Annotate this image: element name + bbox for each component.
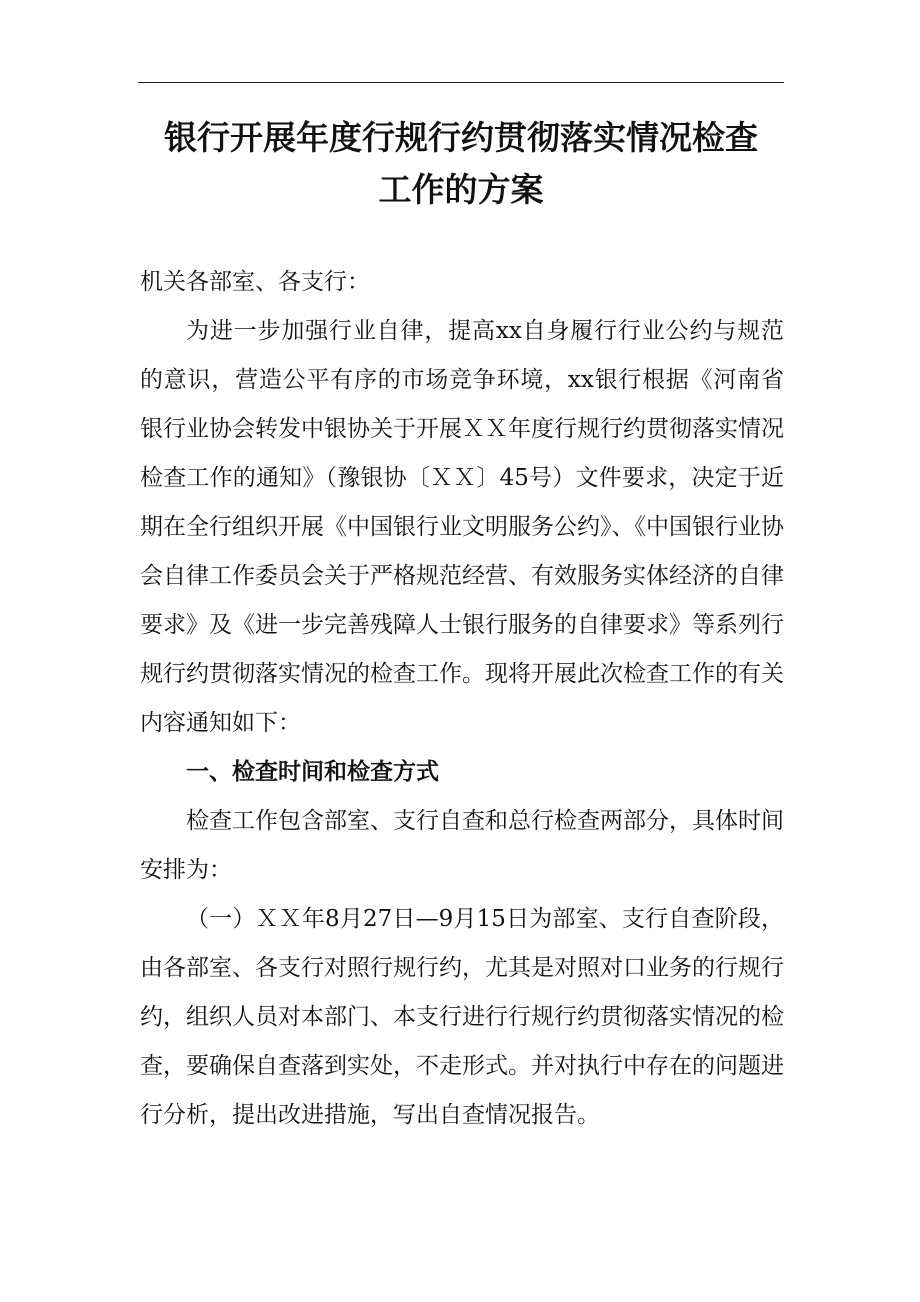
header-rule bbox=[138, 82, 784, 83]
salutation: 机关各部室、各支行： bbox=[140, 269, 370, 295]
section-heading-1: 一、检查时间和检查方式 bbox=[186, 759, 439, 785]
paragraph-self-check: （一）ＸＸ年8月27日—9月15日为部室、支行自查阶段，由各部室、各支行对照行规行约，尤其是对照对口业务的行规行约，组织人员对本部门、本支行进行行规行约贯彻落实情况的检查，要确保自查落到实处，不走形式。并对执行中存在的问题进行分析，提出改进措施，写出自查情况报告。 bbox=[140, 906, 784, 1128]
document-body bbox=[140, 258, 784, 1140]
title-line-1: 银行开展年度行规行约贯彻落实情况检查 bbox=[164, 118, 758, 157]
document-title bbox=[138, 112, 784, 216]
title-line-2: 工作的方案 bbox=[378, 170, 544, 209]
paragraph-schedule: 检查工作包含部室、支行自查和总行检查两部分，具体时间安排为： bbox=[140, 808, 784, 883]
paragraph-intro: 为进一步加强行业自律，提高xx自身履行行业公约与规范的意识，营造公平有序的市场竞争环境，xx银行根据《河南省银行业协会转发中银协关于开展ＸＸ年度行规行约贯彻落实情况检查工作的通知》（豫银协〔ＸＸ〕45号）文件要求，决定于近期在全行组织开展《中国银行业文明服务公约》、《中国银行业协会自律工作委员会关于严格规范经营、有效服务实体经济的自律要求》及《进一步完善残障人士银行服务的自律要求》等系列行规行约贯彻落实情况的检查工作。现将开展此次检查工作的有关内容通知如下： bbox=[140, 318, 784, 736]
